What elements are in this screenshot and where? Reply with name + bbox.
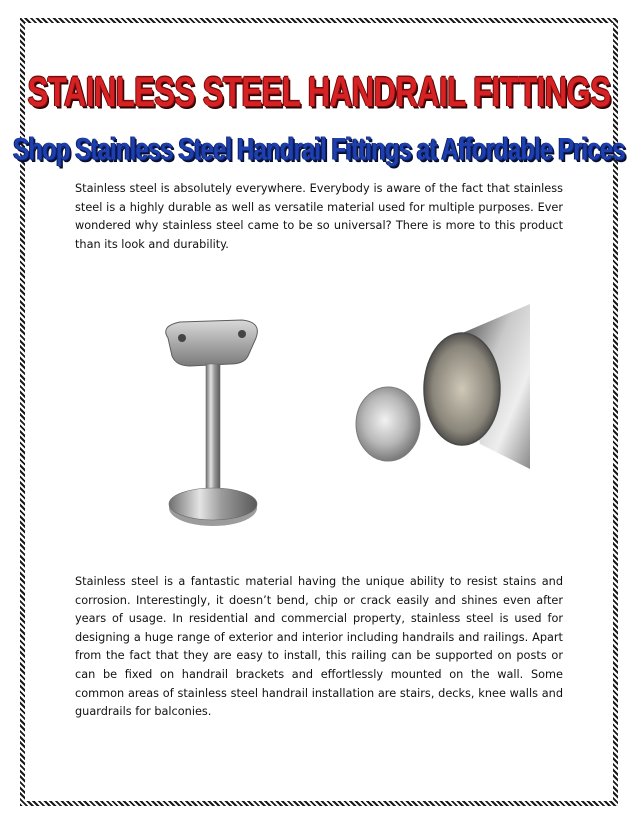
page-subtitle: Shop Stainless Steel Handrail Fittings at Affordable Prices [13, 132, 625, 168]
end-cap-disc-icon [352, 384, 424, 464]
body-paragraph: Stainless steel is a fantastic material having the unique ability to resist stains and corrosion. Interestingly, it doesn’t bend, chip or crack easily and shines even after years of usage. In residential and commercial property, stainless steel is used for designing a huge range of exterior and interior including handrails and railings. Apart from the fact that they are easy to install, this railing can be supported on posts or can be fixed on handrail brackets and effortlessly mounted on the wall. Some common areas of stainless steel handrail installation are stairs, decks, knee walls and guardrails for balconies. [75, 575, 563, 719]
page-title: STAINLESS STEEL HANDRAIL FITTINGS [27, 68, 611, 116]
product-photo [110, 296, 530, 526]
intro-paragraph: Stainless steel is absolutely everywhere. Everybody is aware of the fact that stainless steel is a highly durable as well as versatile material used for multiple purposes. Ever wondered why stainless steel came to be so universal? There is more to this product than its look and durability. [75, 182, 563, 251]
handrail-post-support-icon [150, 316, 270, 531]
handrail-tube-icon [420, 304, 530, 469]
